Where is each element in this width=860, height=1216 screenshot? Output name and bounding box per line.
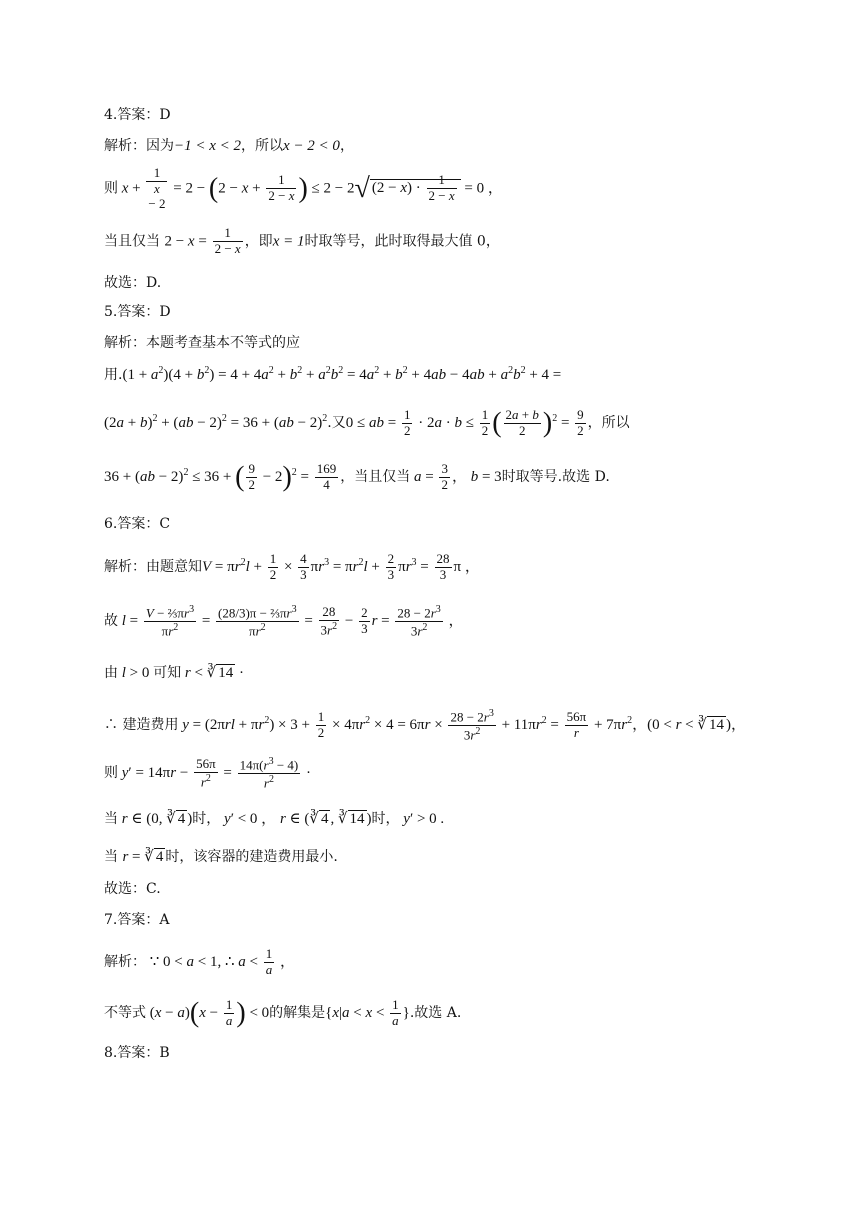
q6-monotonic-line: 当 r ∈ (0, ∛ 4 )时， y′ < 0 ， r ∈ (∛ 4 , ∛ 14 )时， y′ > 0 . — [104, 811, 445, 827]
q4-condition-range: −1 < x < 2 — [174, 138, 242, 154]
q6-then-text: 则 — [104, 765, 118, 782]
q6-time-text-2: 时， — [371, 811, 400, 827]
q4-answer: 4.答案：D — [104, 107, 171, 123]
q6-from-text: 由 — [104, 665, 118, 681]
q6-derivative-line: 则 y′ = 14πr − $\frac{56\pi}{r^2}$ = $\frac{14\pi(r^3 - 4)}{r^2}$ · — [104, 756, 311, 791]
q4-analysis-label: 解析：因为 — [104, 138, 174, 154]
q7-conclusion-text: .故选 A. — [409, 1004, 462, 1021]
q5-answer: 5.答案：D — [104, 304, 171, 320]
q4-condition-negative: x − 2 < 0 — [283, 138, 340, 154]
q6-domain-line: 由 l > 0 可知 r < ∛ 14 · — [104, 665, 245, 681]
q6-cost-label: ∴ 建造费用 — [104, 717, 179, 734]
q6-therefore-text: 故 — [104, 613, 118, 630]
q7-solution-set-text: 的解集是 — [269, 1004, 326, 1021]
q4-comma: ， — [339, 138, 354, 154]
q6-time-text: 时， — [192, 811, 221, 827]
q5-conclusion-text: 时取等号.故选 D. — [501, 468, 610, 485]
q5-bound-line: 36 + (ab − 2)$^2$ ≤ 36 + ( $\frac{9}{2}$ − 2)$^2$ = $\frac{169}{4}$ ，当且仅当 a = $\frac{3}{2}$ ， b = 3时取等号.故选 D. — [104, 461, 610, 493]
q6-when-text-2: 当 — [104, 849, 118, 865]
q6-when-text: 当 — [104, 811, 118, 827]
q5-square-line: $(2a + b)^2 + (ab - 2)^2 = 36 + (ab - 2)^2$.又0 ≤ ab = $\frac{1}{2}$ · 2a · b ≤ $\frac{1}{2}$ ( $\frac{2a + b}{2}$ )$^2$ = $\frac{9}{2}$ ，所以 — [104, 407, 630, 439]
q5-also-text: .又 — [327, 414, 346, 431]
q4-x-value: x = 1 — [272, 233, 305, 250]
q7-answer: 7.答案：A — [104, 912, 170, 928]
q7-solution-line: 不等式 (x − a)(x − $\frac{1}{a}$ ) < 0的解集是{x|a < x < $\frac{1}{a}$ }.故选 A. — [104, 997, 462, 1029]
q4-conclusion: 故选：D. — [104, 275, 162, 291]
q7-condition-line: 解析： ∵ 0 < a < 1, ∴ a < $\frac{1}{a}$ ， — [104, 946, 296, 977]
q4-i-e-text: ，即 — [244, 233, 273, 250]
q4-analysis-line — [104, 139, 354, 154]
q4-max-text: 时取等号，此时取得最大值 0， — [304, 233, 500, 250]
fraction: 1 x − 2 — [148, 165, 166, 211]
q6-cost-line: ∴ 建造费用 $y = (2\pi rl + \pi r^2) \times 3$ + $\frac{1}{2}$ × $4\pi r^2 \times 4 = 6\pi r$ × $\frac{28 - 2r^3}{3r^2}$ + $11\pi r^2$ = $\frac{56\pi}{r}$ + $7\pi r^2$，(0 < r < ∛ 14 )， — [104, 708, 746, 743]
q4-equality-line: 当且仅当 2 − x = $\frac{1}{2 - x}$ ，即x = 1时取等号，此时取得最大值 0， — [104, 225, 500, 256]
q4-then-text: 则 — [104, 180, 118, 197]
q4-so-text: ，所以 — [241, 138, 284, 154]
q6-minimum-text: 时，该容器的建造费用最小. — [165, 849, 338, 865]
q4-inequality-line: 则 x + 1 x − 2 = 2 − (2 − x + $\frac{1}{2 - x}$ ) ≤ 2 − 2√ (2 − x) · $\frac{1}{2 - x}$ = 0 ， — [104, 165, 503, 211]
q6-length-line: 故 l = $\frac{V - \frac{2}{3}\pi r^3}{\pi r^2}$ = $\frac{(28/3)\pi - \frac{2}{3}\pi r^3}{\pi r^2}$ = $\frac{28}{3r^2}$ − $\frac{2}{3}$ r = $\frac{28 - 2r^3}{3r^2}$ ， — [104, 604, 464, 639]
fraction: $\frac{1}{2 - x}$ — [268, 172, 295, 204]
q6-given-text: 解析：由题意知 — [104, 558, 202, 575]
q5-use-text: 用. — [104, 367, 123, 383]
q6-know-text: 可知 — [153, 665, 182, 681]
q6-conclusion: 故选：C. — [104, 881, 161, 897]
q5-when-text: ，当且仅当 — [340, 468, 411, 485]
q6-minimum-line: 当 r = ∛ 4 时，该容器的建造费用最小. — [104, 849, 338, 865]
q7-inequality-label: 不等式 — [104, 1004, 146, 1021]
q5-expansion-line: 用$.(1 + a^2)(4 + b^2) = 4 + 4a^2 + b^2 + a^2b^2 = 4a^2 + b^2 + 4ab - 4ab + a^2b^2 + 4$ = — [104, 365, 562, 383]
q5-so-text: ，所以 — [587, 414, 630, 431]
q5-analysis-line1: 解析：本题考查基本不等式的应 — [104, 335, 300, 351]
q4-when-text: 当且仅当 — [104, 233, 160, 250]
q6-answer: 6.答案：C — [104, 516, 171, 532]
fraction: $\frac{1}{2 - x}$ — [214, 225, 241, 256]
q6-volume-line: 解析：由题意知$V = \pi r^2l$ + $\frac{1}{2}$ × $\frac{4}{3}$ $\pi r^3 = \pi r^2l$ + $\frac{2}{3}$ $\pi r^3$ = $\frac{28}{3}$ π ， — [104, 551, 480, 582]
q7-analysis-label: 解析： — [104, 953, 146, 970]
q8-answer: 8.答案：B — [104, 1045, 170, 1061]
